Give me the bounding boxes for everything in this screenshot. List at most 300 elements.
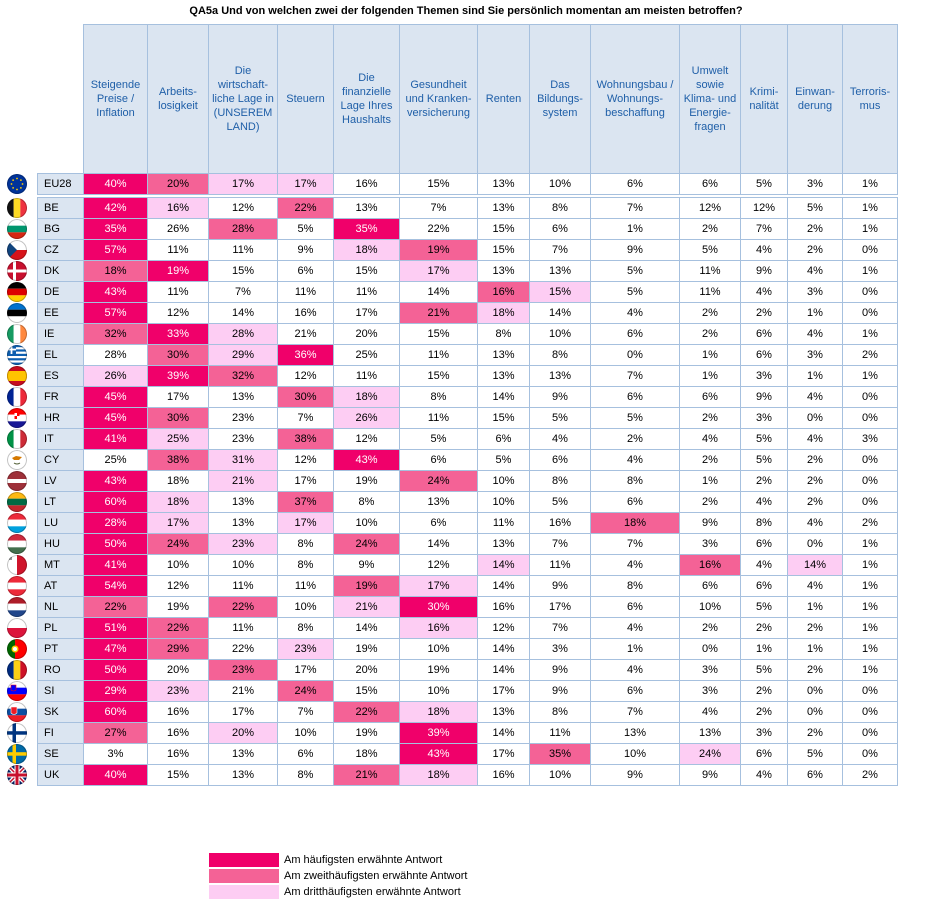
value-cell: 7% [591,366,680,387]
value-cell: 1% [680,345,741,366]
value-cell: 2% [680,219,741,240]
value-cell: 14% [478,639,530,660]
value-cell: 13% [209,387,278,408]
value-cell: 2% [680,618,741,639]
table-row [38,303,898,324]
value-cell: 36% [278,345,334,366]
legend-label: Am häufigsten erwähnte Antwort [284,854,443,866]
column-header: Die finanzielle Lage Ihres Haushalts [334,25,400,174]
value-cell: 18% [591,513,680,534]
value-cell: 26% [84,366,148,387]
table-row [38,240,898,261]
value-cell: 6% [400,450,478,471]
value-cell: 6% [741,576,788,597]
results-table [37,24,898,786]
value-cell: 32% [84,324,148,345]
si-flag-icon [7,681,27,701]
value-cell: 17% [400,576,478,597]
value-cell: 18% [148,492,209,513]
es-flag-icon [7,366,27,386]
value-cell: 32% [209,366,278,387]
value-cell: 4% [788,261,843,282]
value-cell: 6% [591,387,680,408]
legend [209,852,467,900]
value-cell: 11% [680,261,741,282]
value-cell: 17% [278,471,334,492]
value-cell: 4% [680,702,741,723]
column-header: Terroris-mus [843,25,898,174]
value-cell: 7% [591,534,680,555]
value-cell: 3% [680,660,741,681]
value-cell: 2% [741,471,788,492]
value-cell: 6% [741,324,788,345]
country-code: SE [38,744,84,765]
value-cell: 13% [478,345,530,366]
value-cell: 6% [278,261,334,282]
value-cell: 4% [788,429,843,450]
value-cell: 10% [209,555,278,576]
country-code: NL [38,597,84,618]
value-cell: 21% [334,597,400,618]
value-cell: 21% [400,303,478,324]
value-cell: 0% [788,408,843,429]
table-row [38,744,898,765]
country-code: CY [38,450,84,471]
value-cell: 12% [478,618,530,639]
uk-flag-icon [7,765,27,785]
country-code: LT [38,492,84,513]
value-cell: 57% [84,303,148,324]
value-cell: 50% [84,534,148,555]
legend-swatch [209,885,279,899]
value-cell: 18% [400,702,478,723]
ee-flag-icon [7,303,27,323]
table-row [38,450,898,471]
flag-column [0,0,36,907]
country-code: HU [38,534,84,555]
value-cell: 21% [334,765,400,786]
value-cell: 2% [680,303,741,324]
value-cell: 12% [278,450,334,471]
value-cell: 4% [530,429,591,450]
value-cell: 13% [530,261,591,282]
value-cell: 10% [530,765,591,786]
value-cell: 54% [84,576,148,597]
value-cell: 4% [788,324,843,345]
value-cell: 0% [591,345,680,366]
value-cell: 16% [400,618,478,639]
value-cell: 0% [843,240,898,261]
value-cell: 8% [591,471,680,492]
value-cell: 11% [530,723,591,744]
value-cell: 25% [334,345,400,366]
value-cell: 23% [209,534,278,555]
value-cell: 13% [334,198,400,219]
value-cell: 2% [788,618,843,639]
value-cell: 11% [209,240,278,261]
value-cell: 13% [209,744,278,765]
value-cell: 5% [591,282,680,303]
value-cell: 5% [478,450,530,471]
value-cell: 10% [530,324,591,345]
value-cell: 6% [278,744,334,765]
legend-item [209,852,467,868]
value-cell: 26% [148,219,209,240]
value-cell: 7% [741,219,788,240]
value-cell: 5% [741,597,788,618]
value-cell: 20% [148,174,209,195]
value-cell: 11% [334,366,400,387]
value-cell: 7% [278,408,334,429]
value-cell: 10% [278,723,334,744]
value-cell: 25% [84,450,148,471]
value-cell: 0% [843,471,898,492]
table-row [38,345,898,366]
value-cell: 6% [591,597,680,618]
value-cell: 9% [530,576,591,597]
value-cell: 20% [148,660,209,681]
table-row [38,534,898,555]
value-cell: 19% [334,723,400,744]
value-cell: 0% [843,702,898,723]
header-row [38,25,898,174]
value-cell: 22% [84,597,148,618]
value-cell: 5% [741,450,788,471]
value-cell: 29% [148,639,209,660]
value-cell: 0% [843,681,898,702]
value-cell: 8% [530,702,591,723]
value-cell: 19% [334,471,400,492]
value-cell: 1% [741,639,788,660]
value-cell: 9% [591,240,680,261]
value-cell: 23% [148,681,209,702]
column-header: Krimi-nalität [741,25,788,174]
country-code: SK [38,702,84,723]
value-cell: 28% [209,219,278,240]
value-cell: 4% [788,513,843,534]
table-row [38,408,898,429]
value-cell: 16% [148,723,209,744]
value-cell: 14% [530,303,591,324]
value-cell: 15% [400,366,478,387]
value-cell: 8% [278,765,334,786]
value-cell: 2% [788,240,843,261]
value-cell: 17% [209,174,278,195]
value-cell: 2% [788,723,843,744]
value-cell: 21% [278,324,334,345]
value-cell: 20% [334,324,400,345]
value-cell: 15% [478,408,530,429]
country-code: FR [38,387,84,408]
column-header: Wohnungsbau / Wohnungs-beschaffung [591,25,680,174]
country-code: CZ [38,240,84,261]
value-cell: 13% [591,723,680,744]
value-cell: 30% [400,597,478,618]
table-row [38,618,898,639]
value-cell: 3% [741,366,788,387]
value-cell: 8% [278,534,334,555]
value-cell: 1% [843,324,898,345]
value-cell: 13% [478,198,530,219]
value-cell: 11% [400,345,478,366]
value-cell: 60% [84,702,148,723]
value-cell: 8% [478,324,530,345]
value-cell: 7% [530,618,591,639]
column-header: Renten [478,25,530,174]
value-cell: 11% [209,618,278,639]
value-cell: 17% [278,174,334,195]
value-cell: 17% [334,303,400,324]
value-cell: 1% [843,660,898,681]
value-cell: 13% [209,513,278,534]
value-cell: 0% [843,744,898,765]
column-header: Einwan-derung [788,25,843,174]
value-cell: 17% [478,681,530,702]
value-cell: 18% [334,744,400,765]
value-cell: 15% [530,282,591,303]
value-cell: 15% [400,324,478,345]
value-cell: 16% [148,744,209,765]
value-cell: 30% [148,345,209,366]
value-cell: 16% [478,282,530,303]
table-row [38,765,898,786]
value-cell: 3% [788,174,843,195]
table-row [38,660,898,681]
value-cell: 6% [530,219,591,240]
table-row [38,282,898,303]
column-header: Die wirtschaft-liche Lage in (UNSEREM LAND) [209,25,278,174]
header-corner [38,25,84,174]
value-cell: 18% [400,765,478,786]
value-cell: 18% [84,261,148,282]
value-cell: 10% [591,744,680,765]
value-cell: 6% [591,681,680,702]
value-cell: 29% [209,345,278,366]
value-cell: 3% [84,744,148,765]
value-cell: 31% [209,450,278,471]
country-code: FI [38,723,84,744]
value-cell: 0% [843,450,898,471]
value-cell: 4% [741,555,788,576]
value-cell: 13% [209,765,278,786]
value-cell: 38% [148,450,209,471]
value-cell: 13% [530,366,591,387]
value-cell: 4% [591,303,680,324]
value-cell: 28% [209,324,278,345]
value-cell: 50% [84,660,148,681]
value-cell: 17% [148,387,209,408]
value-cell: 7% [591,702,680,723]
value-cell: 13% [400,492,478,513]
value-cell: 1% [843,198,898,219]
value-cell: 43% [84,471,148,492]
value-cell: 29% [84,681,148,702]
value-cell: 6% [591,174,680,195]
value-cell: 11% [478,513,530,534]
value-cell: 7% [278,702,334,723]
fi-flag-icon [7,723,27,743]
value-cell: 16% [278,303,334,324]
lv-flag-icon [7,471,27,491]
value-cell: 1% [843,597,898,618]
value-cell: 8% [334,492,400,513]
value-cell: 12% [400,555,478,576]
value-cell: 23% [278,639,334,660]
value-cell: 0% [843,408,898,429]
value-cell: 4% [788,387,843,408]
value-cell: 6% [680,576,741,597]
value-cell: 8% [278,555,334,576]
value-cell: 3% [788,345,843,366]
se-flag-icon [7,744,27,764]
value-cell: 4% [741,765,788,786]
legend-swatch [209,853,279,867]
country-code: EU28 [38,174,84,195]
value-cell: 7% [400,198,478,219]
value-cell: 12% [741,198,788,219]
value-cell: 2% [741,681,788,702]
dk-flag-icon [7,261,27,281]
value-cell: 24% [680,744,741,765]
value-cell: 9% [680,765,741,786]
value-cell: 15% [334,261,400,282]
table-row [38,492,898,513]
value-cell: 43% [334,450,400,471]
value-cell: 17% [209,702,278,723]
value-cell: 6% [478,429,530,450]
value-cell: 9% [530,681,591,702]
column-header: Umwelt sowie Klima- und Energie-fragen [680,25,741,174]
value-cell: 4% [591,618,680,639]
value-cell: 19% [148,597,209,618]
country-code: LU [38,513,84,534]
value-cell: 2% [788,471,843,492]
value-cell: 8% [530,345,591,366]
table-row [38,324,898,345]
value-cell: 14% [478,660,530,681]
table-row [38,639,898,660]
pl-flag-icon [7,618,27,638]
value-cell: 9% [680,513,741,534]
value-cell: 18% [334,387,400,408]
value-cell: 39% [400,723,478,744]
be-flag-icon [7,198,27,218]
value-cell: 14% [478,576,530,597]
value-cell: 3% [741,723,788,744]
value-cell: 5% [530,408,591,429]
country-code: BG [38,219,84,240]
value-cell: 23% [209,408,278,429]
value-cell: 21% [209,471,278,492]
value-cell: 17% [278,660,334,681]
value-cell: 10% [680,597,741,618]
value-cell: 28% [84,345,148,366]
country-code: LV [38,471,84,492]
country-code: MT [38,555,84,576]
value-cell: 37% [278,492,334,513]
value-cell: 1% [680,471,741,492]
value-cell: 16% [478,765,530,786]
value-cell: 35% [530,744,591,765]
table-row [38,597,898,618]
value-cell: 39% [148,366,209,387]
value-cell: 6% [400,513,478,534]
value-cell: 20% [209,723,278,744]
value-cell: 22% [209,639,278,660]
value-cell: 16% [478,597,530,618]
value-cell: 2% [680,450,741,471]
value-cell: 6% [680,174,741,195]
column-header: Steuern [278,25,334,174]
value-cell: 41% [84,555,148,576]
ro-flag-icon [7,660,27,680]
value-cell: 9% [530,660,591,681]
value-cell: 22% [334,702,400,723]
value-cell: 1% [843,366,898,387]
value-cell: 12% [148,576,209,597]
value-cell: 41% [84,429,148,450]
value-cell: 15% [209,261,278,282]
value-cell: 6% [741,345,788,366]
value-cell: 2% [788,660,843,681]
value-cell: 3% [788,282,843,303]
country-code: RO [38,660,84,681]
value-cell: 10% [334,513,400,534]
value-cell: 12% [680,198,741,219]
value-cell: 8% [741,513,788,534]
value-cell: 0% [680,639,741,660]
value-cell: 13% [680,723,741,744]
value-cell: 16% [680,555,741,576]
table-row [38,555,898,576]
value-cell: 11% [530,555,591,576]
value-cell: 0% [843,492,898,513]
value-cell: 8% [278,618,334,639]
value-cell: 10% [478,492,530,513]
value-cell: 9% [741,261,788,282]
value-cell: 11% [334,282,400,303]
value-cell: 0% [843,723,898,744]
table-row [38,174,898,195]
value-cell: 2% [741,702,788,723]
value-cell: 15% [148,765,209,786]
value-cell: 10% [278,597,334,618]
value-cell: 10% [530,174,591,195]
table-row [38,681,898,702]
value-cell: 17% [478,744,530,765]
value-cell: 19% [334,639,400,660]
el-flag-icon [7,345,27,365]
legend-swatch [209,869,279,883]
table-row [38,261,898,282]
country-code: SI [38,681,84,702]
value-cell: 11% [148,282,209,303]
value-cell: 5% [741,429,788,450]
value-cell: 1% [843,219,898,240]
value-cell: 14% [788,555,843,576]
value-cell: 17% [148,513,209,534]
value-cell: 17% [400,261,478,282]
value-cell: 0% [843,303,898,324]
value-cell: 2% [741,618,788,639]
value-cell: 14% [478,387,530,408]
value-cell: 51% [84,618,148,639]
value-cell: 24% [278,681,334,702]
value-cell: 5% [278,219,334,240]
value-cell: 6% [741,534,788,555]
value-cell: 15% [478,240,530,261]
value-cell: 1% [591,219,680,240]
